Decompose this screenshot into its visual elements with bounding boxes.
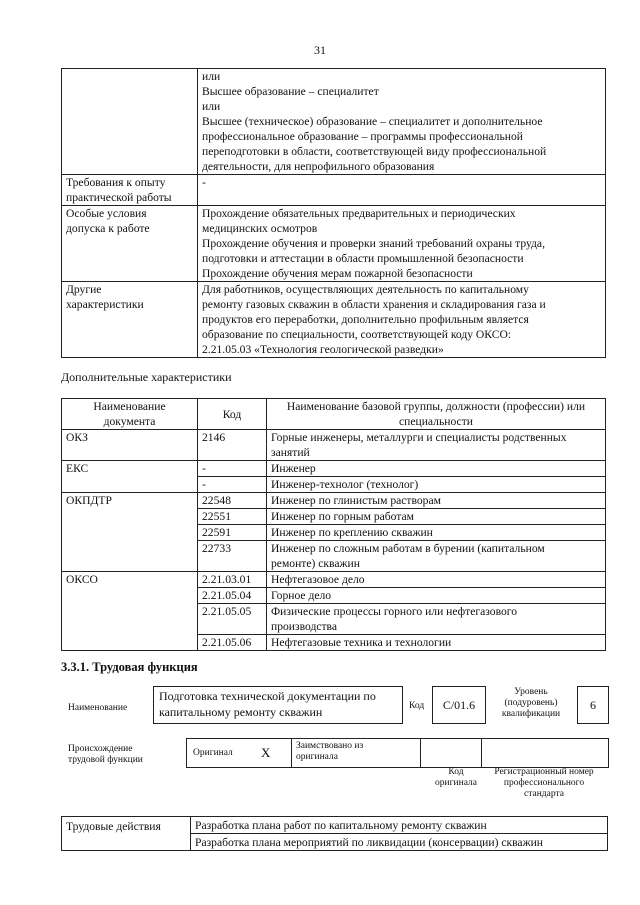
code-cell xyxy=(198,588,267,604)
registration-number-caption-line: Регистрационный номер xyxy=(494,767,594,777)
origin-label xyxy=(68,744,143,766)
occupation-name-line: Инженер по глинистым растворам xyxy=(271,494,441,507)
code-cell xyxy=(198,509,267,525)
occupation-name-line: Нефтегазовые техника и технологии xyxy=(271,636,452,649)
registration-number-caption xyxy=(484,767,604,800)
occupation-name-line: ремонте) скважин xyxy=(271,557,360,570)
original-code-caption-line: оригинала xyxy=(435,778,477,788)
requirement-value-line: ремонту газовых скважин в области хранения и складирования газа и xyxy=(202,298,546,311)
document-name-line: ОКСО xyxy=(66,573,98,586)
borrowed-label xyxy=(296,741,363,763)
code-cell-line: 22551 xyxy=(202,510,231,523)
requirement-label-line: Другие xyxy=(66,283,102,296)
original-code-caption-line: Код xyxy=(448,767,464,777)
requirement-value-line: или xyxy=(202,100,221,113)
table-row xyxy=(62,817,608,834)
requirement-value-line: Высшее образование – специалитет xyxy=(202,85,379,98)
requirement-label xyxy=(62,69,198,175)
origin-divider xyxy=(481,739,482,767)
requirement-value-line: Прохождение обучения и проверки знаний требований охраны труда, xyxy=(202,237,545,250)
requirement-value xyxy=(198,69,606,175)
requirement-value-line: медицинских осмотров xyxy=(202,222,318,235)
table-header-row xyxy=(62,399,606,430)
occupation-name xyxy=(267,430,606,461)
code-cell-line: 2.21.05.06 xyxy=(202,636,252,649)
origin-label-line: трудовой функции xyxy=(68,755,143,765)
function-name-line: капитальному ремонту скважин xyxy=(159,705,323,719)
occupation-name-line: Горные инженеры, металлурги и специалисты родственных xyxy=(271,431,567,444)
requirements-table xyxy=(61,68,606,358)
function-name-label: Наименование xyxy=(68,703,128,713)
document-name xyxy=(62,461,198,493)
table-row xyxy=(62,282,606,358)
occupation-name-line: производства xyxy=(271,620,338,633)
requirement-label-line: Требования к опыту xyxy=(66,176,166,189)
header-document-line: документа xyxy=(103,415,156,428)
origin-divider xyxy=(420,739,421,767)
requirement-label xyxy=(62,206,198,282)
requirement-value-line: Прохождение обучения мерам пожарной безопасности xyxy=(202,267,473,280)
occupation-name-line: Инженер-технолог (технолог) xyxy=(271,478,419,491)
labor-action-item: Разработка плана мероприятий по ликвидации (консервации) скважин xyxy=(191,834,608,851)
qualification-level-value: 6 xyxy=(577,686,609,724)
requirement-label-line: характеристики xyxy=(66,298,144,311)
code-cell xyxy=(198,477,267,493)
table-row xyxy=(62,69,606,175)
origin-box xyxy=(186,738,609,768)
code-cell xyxy=(198,635,267,651)
header-code: Код xyxy=(198,399,267,430)
requirement-value-line: переподготовки в области, соответствующей виду профессиональной xyxy=(202,145,547,158)
original-label: Оригинал xyxy=(193,748,233,758)
code-cell xyxy=(198,461,267,477)
code-cell xyxy=(198,541,267,572)
qualification-level-label-line: (подуровень) xyxy=(504,698,558,708)
table-row xyxy=(62,430,606,461)
requirement-value xyxy=(198,282,606,358)
requirement-value-line: образование по специальности, соответствующей коду ОКСО: xyxy=(202,328,512,341)
requirement-value xyxy=(198,175,606,206)
page-number: 31 xyxy=(314,43,326,57)
requirement-value-line: Прохождение обязательных предварительных и периодических xyxy=(202,207,516,220)
table-row xyxy=(62,175,606,206)
requirement-value-line: - xyxy=(202,176,206,189)
labor-actions-label: Трудовые действия xyxy=(62,817,191,851)
original-mark: X xyxy=(261,745,271,760)
requirement-value-line: профессиональное образование – программы профессиональной xyxy=(202,130,523,143)
code-cell xyxy=(198,430,267,461)
header-document-line: Наименование xyxy=(93,400,166,413)
function-code-label: Код xyxy=(409,701,425,711)
occupation-name-line: Нефтегазовое дело xyxy=(271,573,365,586)
requirement-value-line: или xyxy=(202,70,221,83)
occupation-name xyxy=(267,588,606,604)
header-name-line: специальности xyxy=(399,415,473,428)
code-cell-line: 22733 xyxy=(202,542,231,555)
original-code-caption xyxy=(424,767,488,789)
occupation-name xyxy=(267,477,606,493)
requirement-label-line: Особые условия xyxy=(66,207,147,220)
code-cell-line: 2.21.05.04 xyxy=(202,589,252,602)
borrowed-label-line: Заимствовано из xyxy=(296,741,364,751)
document-name-line: ЕКС xyxy=(66,462,89,475)
requirement-value-line: Для работников, осуществляющих деятельность по капитальному xyxy=(202,283,529,296)
function-name-line: Подготовка технической документации по xyxy=(159,689,376,703)
additional-characteristics-table xyxy=(61,398,606,651)
code-cell-line: - xyxy=(202,478,206,491)
requirement-label-line: допуска к работе xyxy=(66,222,150,235)
code-cell-line: 22548 xyxy=(202,494,231,507)
occupation-name xyxy=(267,572,606,588)
qualification-level-label-line: квалификации xyxy=(501,709,561,719)
requirement-value-line: деятельности, для непрофильного образования xyxy=(202,160,435,173)
document-name xyxy=(62,430,198,461)
document-name-line: ОКЗ xyxy=(66,431,88,444)
code-cell-line: 22591 xyxy=(202,526,231,539)
table-row xyxy=(62,493,606,509)
header-document xyxy=(62,399,198,430)
header-name xyxy=(267,399,606,430)
function-name-box xyxy=(153,686,403,724)
occupation-name-line: Горное дело xyxy=(271,589,332,602)
code-cell xyxy=(198,493,267,509)
requirement-label xyxy=(62,282,198,358)
document-name-line: ОКПДТР xyxy=(66,494,112,507)
code-cell-line: - xyxy=(202,462,206,475)
labor-action-item: Разработка плана работ по капитальному ремонту скважин xyxy=(191,817,608,834)
borrowed-label-line: оригинала xyxy=(296,752,338,762)
occupation-name xyxy=(267,604,606,635)
labor-actions-table xyxy=(61,816,608,851)
requirement-value-line: продуктов его переработки, дополнительно профильным является xyxy=(202,313,529,326)
code-cell-line: 2146 xyxy=(202,431,226,444)
table-row xyxy=(62,572,606,588)
origin-divider xyxy=(291,739,292,767)
occupation-name xyxy=(267,461,606,477)
section-heading: 3.3.1. Трудовая функция xyxy=(61,660,198,674)
registration-number-caption-line: стандарта xyxy=(524,789,564,799)
code-cell xyxy=(198,572,267,588)
requirement-label xyxy=(62,175,198,206)
requirement-value xyxy=(198,206,606,282)
registration-number-caption-line: профессионального xyxy=(503,778,585,788)
qualification-level-label xyxy=(494,687,568,720)
occupation-name-line: Физические процессы горного или нефтегазового xyxy=(271,605,518,618)
table-row xyxy=(62,461,606,477)
requirement-value-line: подготовки и аттестации в области промышленной безопасности xyxy=(202,252,524,265)
additional-characteristics-caption: Дополнительные характеристики xyxy=(61,370,232,384)
occupation-name-line: Инженер по горным работам xyxy=(271,510,414,523)
occupation-name xyxy=(267,525,606,541)
occupation-name-line: Инженер по сложным работам в бурении (капитальном xyxy=(271,542,545,555)
qualification-level-label-line: Уровень xyxy=(514,687,548,697)
occupation-name xyxy=(267,493,606,509)
header-name-line: Наименование базовой группы, должности (профессии) или xyxy=(286,400,586,413)
code-cell xyxy=(198,525,267,541)
occupation-name-line: занятий xyxy=(271,446,310,459)
code-cell-line: 2.21.05.05 xyxy=(202,605,252,618)
occupation-name xyxy=(267,509,606,525)
occupation-name xyxy=(267,635,606,651)
occupation-name-line: Инженер по креплению скважин xyxy=(271,526,433,539)
occupation-name xyxy=(267,541,606,572)
code-cell xyxy=(198,604,267,635)
document-name xyxy=(62,493,198,572)
requirement-value-line: 2.21.05.03 «Технология геологической разведки» xyxy=(202,343,444,356)
occupation-name-line: Инженер xyxy=(271,462,316,475)
requirement-value-line: Высшее (техническое) образование – специалитет и дополнительное xyxy=(202,115,543,128)
origin-label-line: Происхождение xyxy=(68,744,133,754)
table-row xyxy=(62,206,606,282)
requirement-label-line: практической работы xyxy=(66,191,172,204)
document-name xyxy=(62,572,198,651)
function-code-value: С/01.6 xyxy=(432,686,486,724)
code-cell-line: 2.21.03.01 xyxy=(202,573,252,586)
